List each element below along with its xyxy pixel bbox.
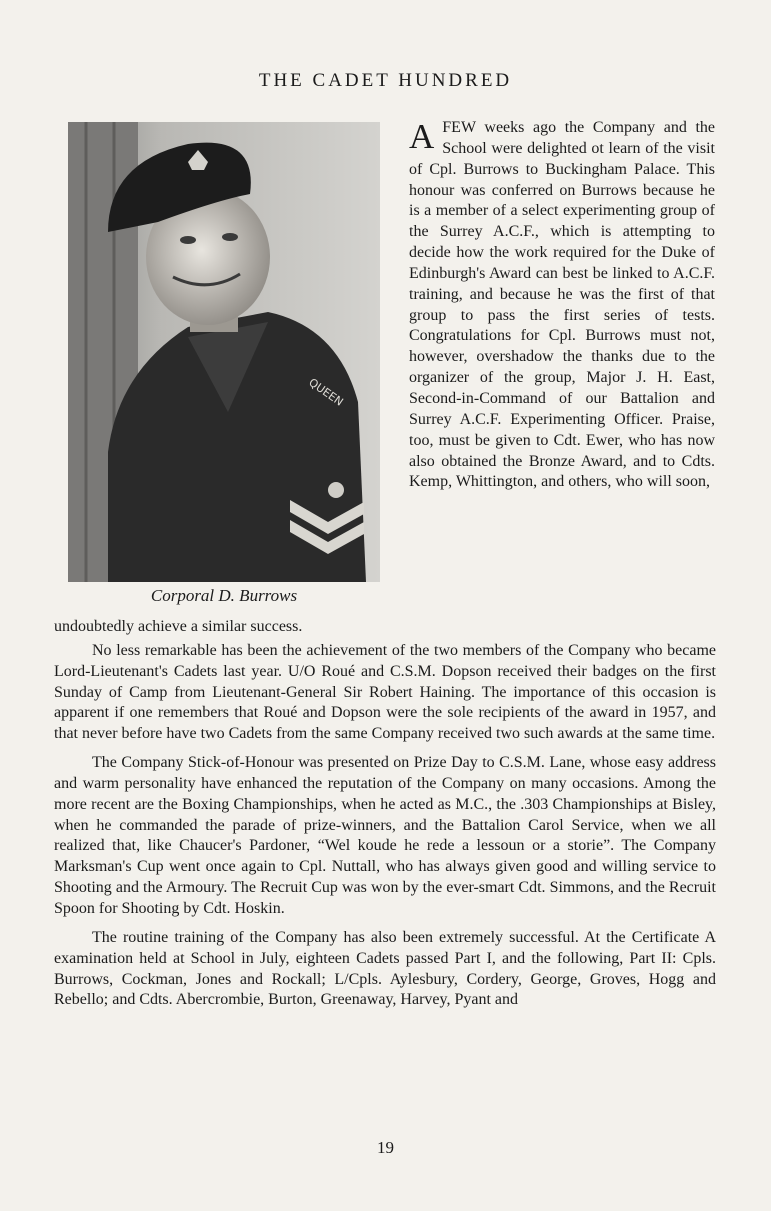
opening-column <box>409 118 715 493</box>
continuation-line: undoubtedly achieve a similar success. <box>54 618 303 635</box>
article-body <box>54 617 716 1019</box>
svg-text:QUEEN: QUEEN <box>306 375 346 409</box>
paragraph-cadets: No less remarkable has been the achievement of the two members of the Company who became Lord-Lieutenant's Cadets last year. U/O Roué and C.S.M. Dopson received their badges on the first Sunday of Camp from Lieutenant-General Sir Robert Haining. The importance of this occasion is apparent if one remembers that Roué and Dopson were the sole recipients of the award in 1957, and that never before have two Cadets from the same Company received two such awards at the same time. <box>54 641 716 743</box>
page-number: 19 <box>377 1138 394 1157</box>
cadet-portrait-photo <box>68 122 380 582</box>
paragraph-stick-of-honour: The Company Stick-of-Honour was presented on Prize Day to C.S.M. Lane, whose easy address and warm personality have enhanced the reputation of the Company on many occasions. Among the more recent are the Boxing Championships, when he acted as M.C., the .303 Championships at Bisley, when he commanded the parade of prize-winners, and the Battalion Carol Service, when we all realized that, like Chaucer's Pardoner, “Wel koude he rede a lessoun or a storie”. The Company Marksman's Cup went once again to Cpl. Nuttall, who has always given good and willing service to Shooting and the Armoury. The Recruit Cup was won by the ever-smart Cdt. Simmons, and the Recruit Spoon for Shooting by Cdt. Hoskin. <box>54 754 716 917</box>
running-header: THE CADET HUNDRED <box>258 70 513 91</box>
paragraph-training: The routine training of the Company has also been extremely successful. At the Certificate A examination held at School in July, eighteen Cadets passed Part I, and the following, Part II: Cpls. Burrows, Cockman, Jones and Rockall; L/Cpls. Aylesbury, Cordery, George, Groves, Hogg and Rebello; and Cdts. Abercrombie, Burton, Greenaway, Harvey, Pyant and <box>54 928 716 1009</box>
opening-paragraph-text: FEW weeks ago the Company and the School were delighted ot learn of the visit of Cpl. Burrows to Buckingham Palace. This honour was conferred on Burrows because he is a member of a select experimenting group of the Surrey A.C.F., which is attempting to decide how the work required for the Duke of Edinburgh's Award can best be linked to A.C.F. training, and because he was the first of that group to pass the first series of tests. Congratulations for Cpl. Burrows must not, however, overshadow the thanks due to the organizer of the group, Major J. H. East, Second-in-Command of our Battalion and Surrey A.C.F. Experimenting Officer. Praise, too, must be given to Cdt. Ewer, who has now also obtained the Bronze Award, and to Cdts. Kemp, Whittington, and others, who will soon, <box>409 119 715 491</box>
photo-caption: Corporal D. Burrows <box>150 586 298 605</box>
drop-cap: A <box>409 117 435 156</box>
